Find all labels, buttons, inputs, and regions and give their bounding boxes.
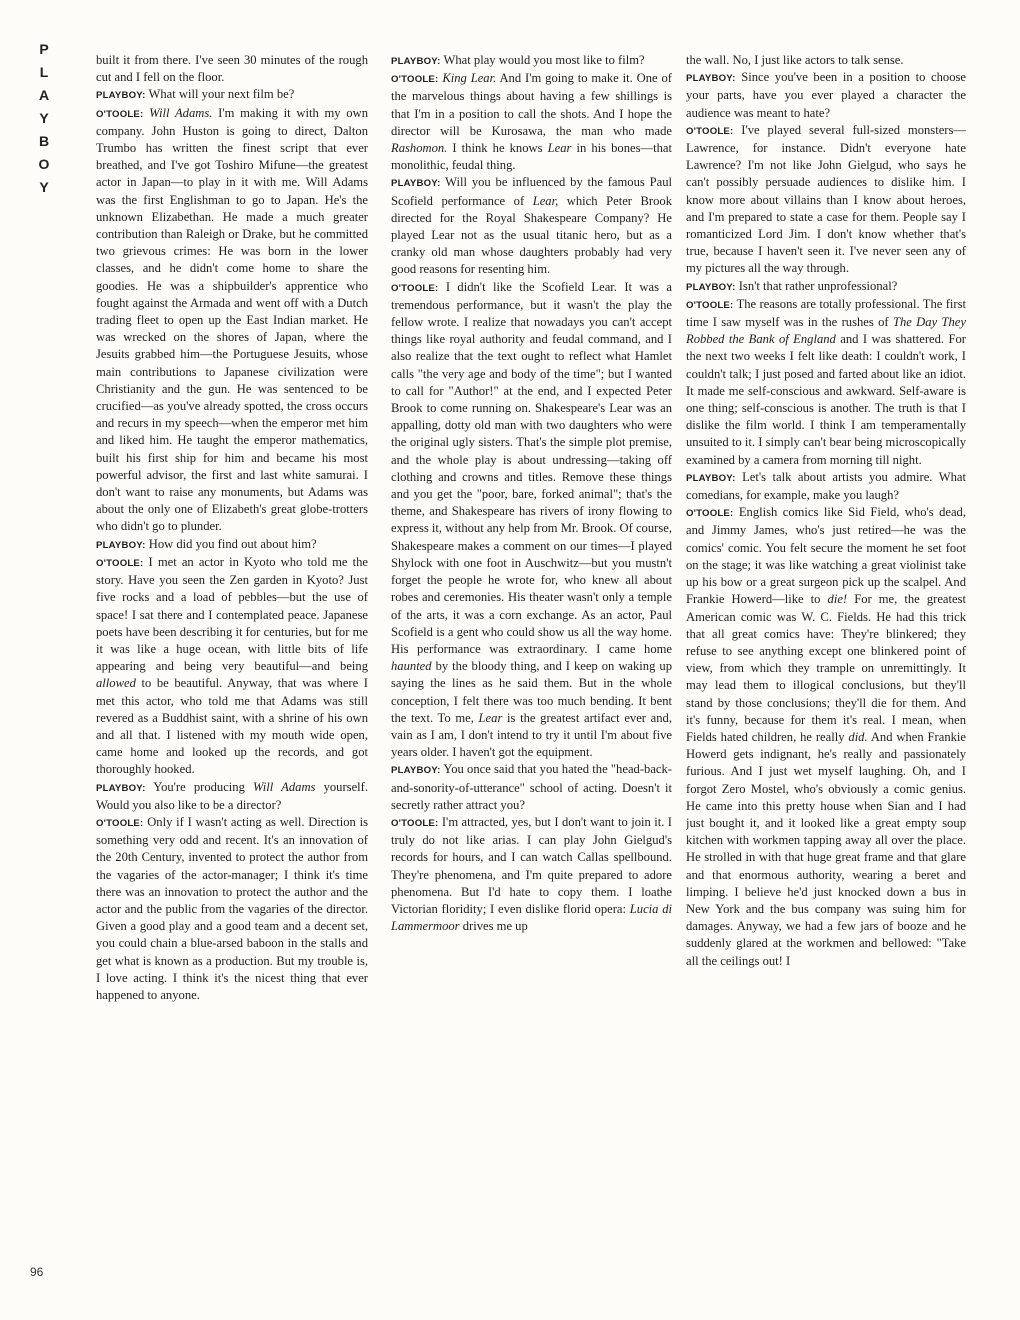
speaker-label: PLAYBOY: <box>391 765 441 777</box>
speaker-label: PLAYBOY: <box>96 539 146 551</box>
masthead-letter: Y <box>39 179 49 195</box>
masthead-letter: A <box>38 87 50 103</box>
paragraph-answer: O'TOOLE: Will Adams. I'm making it with my own company. John Huston is going to direct, Dalton Trumbo has written the finest script that ever breathed, and I've got Toshiro Mifune—the greatest actor in Japan—to play in it with me. Will Adams was the first Englishman to go to Japan. He's the unknown Elizabethan. He made a much greater contribution than Raleigh or Drake, but he committed two grievous crimes: He was born in the lower classes, and he didn't come home to share the goodies. He was a shipbuilder's apprentice who fought against the Armada and went off with a Dutch trading fleet to open up the East Indian market. He was wrecked on the shores of Japan, where the Jesuits grabbed him—the Portuguese Jesuits, whose main contributions to Japanese civilization were Christianity and the gun. He was sentenced to be crucified—as you've already spotted, the cross occurs and recurs in my speech—when the emperor met him and liked him. He taught the emperor mathematics, built his first ship for him and became his most powerful advisor, the first and last white samurai. I don't want to raise any monuments, but Adams was about the only one of Elizabeth's great globe-trotters who didn't go to plunder. <box>96 105 368 534</box>
speaker-label: PLAYBOY: <box>391 178 441 190</box>
page-number: 96 <box>30 1265 44 1279</box>
paragraph-question: PLAYBOY: Let's talk about artists you admire. What comedians, for example, make you laugh? <box>686 469 966 503</box>
masthead-letter: B <box>38 133 50 149</box>
speaker-label: PLAYBOY: <box>391 56 441 67</box>
speaker-label: PLAYBOY: <box>686 73 736 85</box>
masthead-letter: P <box>39 41 49 57</box>
speaker-label: O'TOOLE: <box>391 282 439 294</box>
paragraph-question: PLAYBOY: Since you've been in a position to choose your parts, have you ever played a character the audience was meant to hate? <box>686 70 966 120</box>
speaker-label: O'TOOLE: <box>391 74 439 86</box>
masthead-letter: Y <box>39 110 49 126</box>
text-column-3 <box>686 52 966 1282</box>
magazine-masthead <box>26 38 62 199</box>
paragraph-answer: O'TOOLE: I met an actor in Kyoto who told me the story. Have you seen the Zen garden in Kyoto? Just five rocks and a load of pebbles—but the use of space! I sat there and I contemplated peace. Japanese poets have been describing it for centuries, but for me it was like a huge ocean, with little bits of life appearing and being very beautiful—and being allowed to be beautiful. Anyway, that was where I met this actor, who told me that Adams was still revered as a Buddhist saint, with a shrine of his own and all that. I listened with my mouth wide open, came home and looked up the records, and got thoroughly hooked. <box>96 554 368 777</box>
paragraph-question: PLAYBOY: Will you be influenced by the famous Paul Scofield performance of Lear, which Peter Brook directed for the Royal Shakespeare Company? He played Lear not as the usual titanic hero, but as a cranky old man whose daughters probably had very good reasons for resenting him. <box>391 175 672 277</box>
paragraph-answer: O'TOOLE: English comics like Sid Field, who's dead, and Jimmy James, who's just retired—he was the comics' comic. You felt secure the moment he set foot on the stage; it was like watching a great violinist take up his bow or a great surgeon pick up the scalpel. And Frankie Howerd—like to die! For me, the greatest American comic was W. C. Fields. He had this trick that all great comics have: They're blinkered; they refuse to see anything except one blinkered point of view, from which they trample on unremittingly. It may lead them to illogical conclusions, but they'll stand by those conclusions; they'll die for them. And it's funny, because for them it's real. I mean, when Fields hated children, he really did. And when Frankie Howerd gets indignant, he's really and passionately furious. And I just wet myself laughing. Oh, and I forgot Zero Mostel, who's obviously a comic genius. He came into this pretty house when Sian and I had just bought it, and it looked like a great empty soup kitchen with workmen tapping away all over the place. He strolled in with that huge great frame and that glare and that enormous authority, wearing a beret and limping. I believe he'd just knocked down a bus in New York and the bus company was suing him for damages. Anyway, we had a few jars of booze and he suddenly glared at the workmen and bellowed: "Take all the ceilings out! I <box>686 505 966 968</box>
paragraph-question: PLAYBOY: What will your next film be? <box>96 87 295 102</box>
speaker-label: PLAYBOY: <box>686 281 736 293</box>
text-column-2 <box>391 52 672 1282</box>
speaker-label: PLAYBOY: <box>686 472 736 484</box>
speaker-label: O'TOOLE: <box>96 108 144 120</box>
speaker-label: PLAYBOY: <box>96 782 146 794</box>
text-column-1 <box>96 52 368 1282</box>
paragraph: built it from there. I've seen 30 minutes of the rough cut and I fell on the floor. <box>96 53 368 85</box>
paragraph-answer: O'TOOLE: I didn't like the Scofield Lear. It was a tremendous performance, but it wasn't the play the fellow wrote. I realize that nowadays you can't accept things like royal authority and feudal command, and I also realize that the text ought to reflect what Hamlet calls "the very age and body of the time"; but I wanted to call for "Author!" at the end, and I expected Peter Brook to come running on. Shakespeare's Lear was an appalling, dotty old man with two daughters who were the original ugly sisters. That's the simple plot premise, and the whole play is about undressing—taking off clothing and crowns and titles. Remove these things and you get the "poor, bare, forked animal"; that's the theme, and Shakespeare has rivers of irony flowing to express it, without any help from Mr. Brook. Of course, Shakespeare makes a comment on our times—I played Shylock with one foot in Auschwitz—but you mustn't forget the people he wrote for, who knew all about robes and ceremonies. His theater wasn't only a temple of the arts, it was a corn exchange. As an actor, Paul Scofield is a gent who could show us all the way home. His performance was extraordinary. I came home haunted by the bloody thing, and I keep on waking up saying the lines as he said them. But in the whole conception, I felt there was too much bending. It bent the text. To me, Lear is the greatest artifact ever and, vain as I am, I don't intend to try it until I'm about five years older. I haven't got the equipment. <box>391 279 672 760</box>
speaker-label: O'TOOLE: <box>96 817 144 829</box>
paragraph-question: PLAYBOY: You're producing Will Adams yourself. Would you also like to be a director? <box>96 779 368 812</box>
paragraph-answer: O'TOOLE: I've played several full-sized monsters—Lawrence, for instance. Didn't everyone hate Lawrence? I'm not like John Gielgud, who says he can't possibly persuade audiences to dislike him. I know more about villains than I know about heroes, and I'm prepared to state a case for them. People say I romanticized Lord Jim. I don't know whether that's true, because I haven't seen it. I've never seen any of my pictures all the way through. <box>686 122 966 276</box>
speaker-label: O'TOOLE: <box>686 508 734 520</box>
paragraph-question: PLAYBOY: Isn't that rather unprofessional? <box>686 278 898 293</box>
masthead-letter: L <box>39 64 49 80</box>
paragraph-question: PLAYBOY: You once said that you hated the "head-back-and-sonority-of-utterance" school of acting. Doesn't it secretly rather attract you? <box>391 762 672 812</box>
speaker-label: O'TOOLE: <box>391 817 439 829</box>
paragraph-answer: O'TOOLE: I'm attracted, yes, but I don't want to join it. I truly do not like arias. I can play John Gielgud's records for hours, and I can watch Callas spellbound. They're phenomena, and I'm quite prepared to adore phenomena. But I'd hate to copy them. I loathe Victorian floridity; I even dislike florid opera: Lucia di Lammermoor drives me up <box>391 814 672 934</box>
speaker-label: PLAYBOY: <box>96 90 146 102</box>
paragraph-question: PLAYBOY: How did you find out about him? <box>96 536 317 551</box>
paragraph-answer: O'TOOLE: The reasons are totally professional. The first time I saw myself was in the rushes of The Day They Robbed the Bank of England and I was shattered. For the next two weeks I felt like death: I couldn't work, I couldn't talk; I just posed and farted about like an idiot. It made me self-conscious and awkward. Self-aware is one thing; self-conscious is another. The truth is that I dislike the film world. I think I am temperamentally unsuited to it. I simply can't bear being microscopically examined by a camera from morning till night. <box>686 296 966 467</box>
paragraph-answer: O'TOOLE: King Lear. And I'm going to make it. One of the marvelous things about having a few shillings is that I'm in a position to call the shots. And I hope the director will be Kurosawa, the man who made Rashomon. I think he knows Lear in his bones—that monolithic, feudal thing. <box>391 71 672 173</box>
speaker-label: O'TOOLE: <box>686 299 734 311</box>
speaker-label: O'TOOLE: <box>96 557 144 569</box>
speaker-label: O'TOOLE: <box>686 125 734 137</box>
masthead-letter: O <box>38 156 50 172</box>
paragraph-answer: O'TOOLE: Only if I wasn't acting as well. Direction is something very odd and recent. It's an innovation of the 20th Century, invented to protect the author from the vagaries of the actor-manager; I think it's time there was an innovation to protect the author and the actor and the public from the vagaries of the director. Given a good play and a good team and a decent set, you could chain a blue-arsed baboon in the stalls and get what is known as a production. But my trouble is, I love acting. I think it's the nicest thing that ever happened to anyone. <box>96 814 368 1002</box>
paragraph-question: PLAYBOY: What play would you most like to film? <box>391 53 645 67</box>
paragraph: the wall. No, I just like actors to talk sense. <box>686 53 904 67</box>
